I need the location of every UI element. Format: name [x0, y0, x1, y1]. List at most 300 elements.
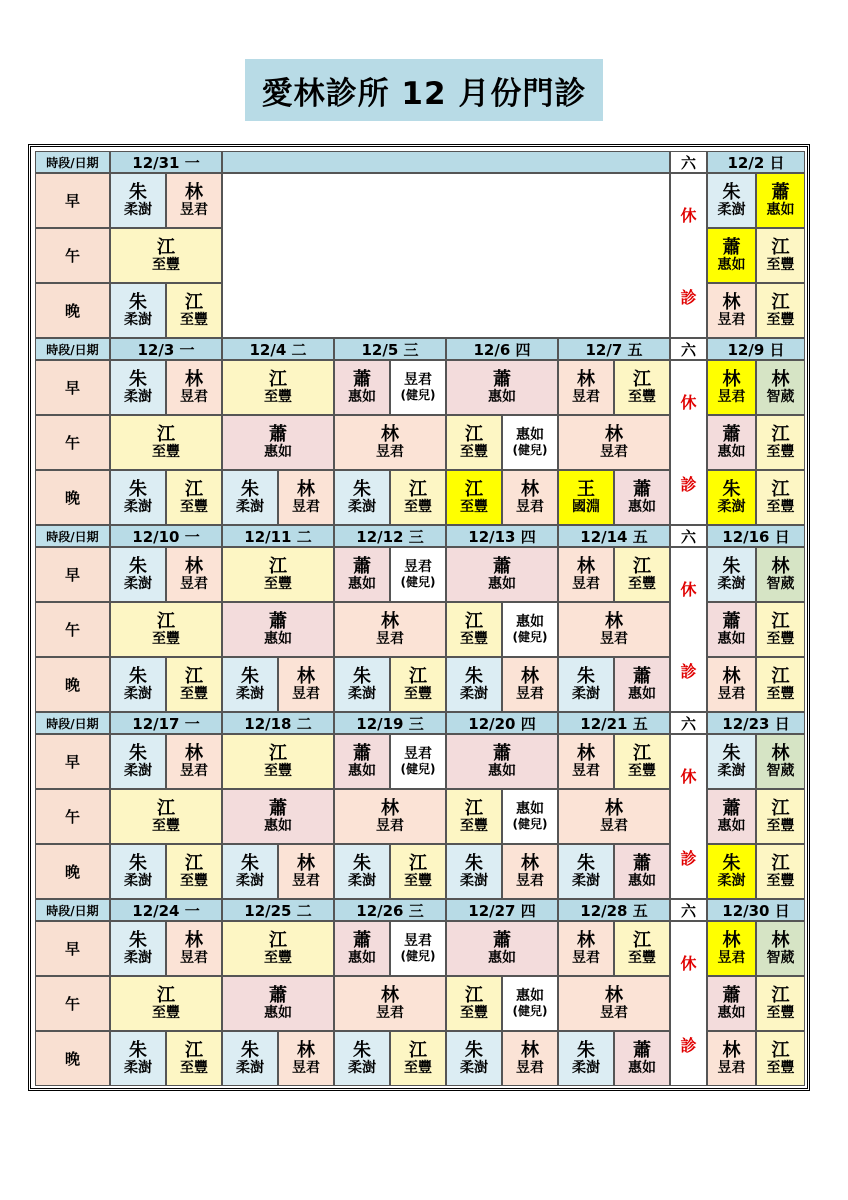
doctor-slot	[166, 360, 222, 415]
doctor-given-name: 至豐	[404, 685, 432, 702]
doctor-slot	[558, 734, 614, 789]
doctor-surname: 林	[185, 742, 203, 764]
clinic-note: (健兒)	[512, 816, 548, 831]
doctor-given-name: 惠如	[488, 762, 516, 779]
doctor-surname: 林	[381, 797, 399, 819]
doctor-given-name: 惠如	[516, 988, 544, 1005]
clinic-note: (健兒)	[400, 387, 436, 402]
doctor-surname: 蕭	[493, 742, 511, 764]
doctor-given-name: 至豐	[460, 1004, 488, 1021]
period-label: 晚	[35, 1031, 110, 1086]
doctor-slot	[334, 976, 446, 1031]
doctor-slot	[707, 228, 756, 283]
doctor-surname: 江	[771, 236, 790, 258]
closed-text: 休	[680, 393, 697, 413]
doctor-given-name: 昱君	[600, 817, 628, 834]
period-label: 早	[35, 734, 110, 789]
doctor-surname: 江	[157, 236, 175, 258]
doctor-given-name: 惠如	[488, 949, 516, 966]
doctor-surname: 江	[185, 1039, 203, 1061]
doctor-slot	[110, 470, 166, 525]
page-title: 愛林診所 12 月份門診	[245, 59, 603, 121]
doctor-surname: 林	[577, 555, 595, 577]
doctor-surname: 江	[157, 797, 175, 819]
doctor-given-name: 至豐	[264, 575, 292, 592]
doctor-given-name: 昱君	[516, 1059, 544, 1076]
doctor-surname: 蕭	[633, 665, 651, 687]
doctor-given-name: 至豐	[766, 1059, 795, 1076]
doctor-given-name: 至豐	[152, 630, 180, 647]
doctor-slot	[446, 547, 558, 602]
doctor-given-name: 昱君	[180, 388, 208, 405]
doctor-slot	[334, 921, 390, 976]
doctor-surname: 蕭	[493, 555, 511, 577]
doctor-slot	[278, 1031, 334, 1086]
doctor-slot	[502, 657, 558, 712]
doctor-slot	[756, 283, 805, 338]
doctor-surname: 蕭	[353, 368, 371, 390]
doctor-surname: 林	[521, 665, 539, 687]
doctor-surname: 江	[409, 1039, 427, 1061]
doctor-surname: 朱	[129, 368, 147, 390]
doctor-slot	[278, 470, 334, 525]
doctor-given-name: 至豐	[628, 388, 656, 405]
doctor-slot	[110, 844, 166, 899]
doctor-surname: 江	[465, 610, 483, 632]
doctor-slot	[110, 734, 166, 789]
doctor-slot	[446, 1031, 502, 1086]
doctor-surname: 蕭	[633, 478, 651, 500]
doctor-given-name: 至豐	[264, 762, 292, 779]
sunday-date-header: 12/16 日	[707, 525, 805, 547]
doctor-given-name: 至豐	[766, 256, 795, 273]
doctor-surname: 林	[185, 181, 203, 203]
doctor-given-name: 昱君	[404, 746, 432, 763]
doctor-slot	[756, 602, 805, 657]
doctor-slot	[110, 228, 222, 283]
doctor-given-name: 至豐	[152, 817, 180, 834]
doctor-given-name: 惠如	[628, 872, 656, 889]
date-header: 12/19 三	[334, 712, 446, 734]
doctor-given-name: 惠如	[628, 498, 656, 515]
doctor-given-name: 昱君	[516, 498, 544, 515]
doctor-slot	[756, 415, 805, 470]
doctor-slot	[446, 470, 502, 525]
doctor-surname: 朱	[577, 1039, 595, 1061]
doctor-given-name: 昱君	[376, 630, 404, 647]
doctor-slot	[558, 844, 614, 899]
doctor-surname: 蕭	[722, 984, 741, 1006]
clinic-note: (健兒)	[400, 574, 436, 589]
doctor-given-name: 昱君	[404, 372, 432, 389]
date-header: 12/3 一	[110, 338, 222, 360]
doctor-surname: 江	[771, 984, 790, 1006]
doctor-given-name: 惠如	[264, 443, 292, 460]
doctor-given-name: 至豐	[628, 575, 656, 592]
doctor-surname: 朱	[241, 478, 259, 500]
doctor-surname: 蕭	[722, 236, 741, 258]
doctor-surname: 江	[269, 555, 287, 577]
doctor-slot	[222, 921, 334, 976]
doctor-given-name: 至豐	[628, 949, 656, 966]
doctor-slot	[222, 976, 334, 1031]
doctor-surname: 江	[157, 610, 175, 632]
doctor-given-name: 昱君	[292, 498, 320, 515]
clinic-note: (健兒)	[400, 761, 436, 776]
doctor-slot	[756, 734, 805, 789]
doctor-surname: 朱	[353, 1039, 371, 1061]
doctor-surname: 林	[605, 797, 623, 819]
doctor-slot	[110, 602, 222, 657]
doctor-surname: 江	[157, 984, 175, 1006]
period-label: 午	[35, 415, 110, 470]
doctor-given-name: 柔澍	[124, 1059, 152, 1076]
doctor-surname: 林	[577, 368, 595, 390]
doctor-surname: 江	[771, 1039, 790, 1061]
doctor-slot	[390, 734, 446, 789]
doctor-surname: 朱	[577, 665, 595, 687]
doctor-given-name: 至豐	[180, 1059, 208, 1076]
doctor-slot	[707, 789, 756, 844]
doctor-given-name: 昱君	[572, 388, 600, 405]
doctor-surname: 江	[771, 665, 790, 687]
doctor-slot	[278, 844, 334, 899]
clinic-note: (健兒)	[512, 442, 548, 457]
doctor-surname: 林	[771, 742, 790, 764]
doctor-slot	[558, 657, 614, 712]
doctor-surname: 朱	[722, 181, 741, 203]
doctor-slot	[278, 657, 334, 712]
doctor-slot	[222, 360, 334, 415]
doctor-slot	[334, 360, 390, 415]
doctor-surname: 林	[605, 610, 623, 632]
doctor-given-name: 至豐	[264, 388, 292, 405]
doctor-surname: 朱	[241, 852, 259, 874]
doctor-slot	[110, 789, 222, 844]
doctor-given-name: 昱君	[717, 388, 746, 405]
doctor-surname: 江	[157, 423, 175, 445]
doctor-surname: 朱	[722, 852, 741, 874]
doctor-surname: 江	[633, 368, 651, 390]
doctor-given-name: 柔澍	[348, 498, 376, 515]
doctor-slot	[446, 734, 558, 789]
doctor-surname: 朱	[129, 181, 147, 203]
doctor-surname: 江	[185, 852, 203, 874]
doctor-slot	[446, 844, 502, 899]
period-label: 早	[35, 921, 110, 976]
closed-text: 休	[680, 954, 697, 974]
doctor-slot	[614, 470, 670, 525]
doctor-given-name: 柔澍	[460, 685, 488, 702]
doctor-surname: 蕭	[269, 423, 287, 445]
doctor-given-name: 柔澍	[124, 498, 152, 515]
doctor-surname: 蕭	[269, 797, 287, 819]
doctor-surname: 朱	[129, 665, 147, 687]
doctor-surname: 朱	[129, 1039, 147, 1061]
doctor-surname: 朱	[465, 1039, 483, 1061]
doctor-surname: 朱	[129, 555, 147, 577]
doctor-surname: 蕭	[353, 742, 371, 764]
date-header: 12/14 五	[558, 525, 670, 547]
period-date-header: 時段/日期	[35, 338, 110, 360]
doctor-given-name: 昱君	[717, 685, 746, 702]
doctor-slot	[446, 657, 502, 712]
period-date-header: 時段/日期	[35, 899, 110, 921]
doctor-given-name: 至豐	[152, 1004, 180, 1021]
doctor-slot	[446, 921, 558, 976]
doctor-given-name: 昱君	[600, 1004, 628, 1021]
doctor-slot	[390, 921, 446, 976]
doctor-slot	[756, 921, 805, 976]
doctor-slot	[756, 470, 805, 525]
doctor-slot	[222, 470, 278, 525]
doctor-given-name: 惠如	[264, 817, 292, 834]
doctor-given-name: 智葳	[766, 949, 795, 966]
doctor-slot	[502, 1031, 558, 1086]
doctor-slot	[756, 1031, 805, 1086]
saturday-header: 六	[670, 151, 707, 173]
saturday-header: 六	[670, 712, 707, 734]
doctor-surname: 林	[381, 423, 399, 445]
doctor-surname: 林	[605, 423, 623, 445]
doctor-slot	[707, 360, 756, 415]
period-label: 晚	[35, 283, 110, 338]
doctor-slot	[502, 470, 558, 525]
doctor-surname: 朱	[722, 555, 741, 577]
doctor-slot	[558, 1031, 614, 1086]
doctor-slot	[222, 734, 334, 789]
date-header: 12/5 三	[334, 338, 446, 360]
period-date-header: 時段/日期	[35, 712, 110, 734]
doctor-given-name: 至豐	[460, 630, 488, 647]
doctor-slot	[614, 360, 670, 415]
clinic-note: (健兒)	[512, 1003, 548, 1018]
closed-text: 診	[680, 1035, 697, 1055]
doctor-given-name: 柔澍	[124, 872, 152, 889]
saturday-header: 六	[670, 338, 707, 360]
doctor-given-name: 至豐	[460, 443, 488, 460]
doctor-slot	[334, 844, 390, 899]
closed-text: 診	[680, 661, 697, 681]
doctor-surname: 江	[771, 291, 790, 313]
doctor-slot	[110, 547, 166, 602]
doctor-slot	[222, 415, 334, 470]
doctor-slot	[502, 602, 558, 657]
doctor-surname: 朱	[353, 852, 371, 874]
doctor-slot	[110, 976, 222, 1031]
closed-text: 診	[680, 474, 697, 494]
doctor-slot	[756, 657, 805, 712]
sunday-date-header: 12/2 日	[707, 151, 805, 173]
doctor-given-name: 至豐	[766, 817, 795, 834]
doctor-given-name: 柔澍	[717, 575, 746, 592]
doctor-given-name: 昱君	[292, 872, 320, 889]
doctor-surname: 蕭	[633, 852, 651, 874]
doctor-surname: 朱	[465, 852, 483, 874]
doctor-surname: 朱	[129, 291, 147, 313]
schedule-grid	[35, 151, 805, 1086]
closed-text: 診	[680, 287, 697, 307]
doctor-given-name: 昱君	[292, 1059, 320, 1076]
doctor-surname: 蕭	[353, 555, 371, 577]
doctor-given-name: 至豐	[152, 256, 180, 273]
doctor-surname: 林	[297, 1039, 315, 1061]
doctor-surname: 朱	[722, 478, 741, 500]
period-date-header: 時段/日期	[35, 525, 110, 547]
doctor-surname: 蕭	[269, 610, 287, 632]
doctor-given-name: 至豐	[766, 498, 795, 515]
closed-text: 診	[680, 848, 697, 868]
doctor-given-name: 至豐	[460, 817, 488, 834]
doctor-slot	[558, 976, 670, 1031]
date-header-blank	[222, 151, 670, 173]
doctor-surname: 江	[771, 610, 790, 632]
doctor-slot	[446, 602, 502, 657]
doctor-slot	[707, 415, 756, 470]
doctor-given-name: 昱君	[404, 559, 432, 576]
doctor-slot	[222, 657, 278, 712]
doctor-slot	[446, 976, 502, 1031]
doctor-slot	[558, 602, 670, 657]
doctor-surname: 林	[577, 929, 595, 951]
doctor-surname: 林	[722, 1039, 741, 1061]
doctor-given-name: 柔澍	[717, 762, 746, 779]
doctor-given-name: 柔澍	[717, 872, 746, 889]
doctor-slot	[166, 844, 222, 899]
sunday-date-header: 12/30 日	[707, 899, 805, 921]
doctor-given-name: 柔澍	[717, 201, 746, 218]
doctor-slot	[166, 921, 222, 976]
date-header: 12/7 五	[558, 338, 670, 360]
doctor-slot	[707, 173, 756, 228]
date-header: 12/31 一	[110, 151, 222, 173]
doctor-slot	[166, 657, 222, 712]
doctor-surname: 林	[381, 984, 399, 1006]
doctor-surname: 江	[633, 742, 651, 764]
doctor-given-name: 昱君	[717, 311, 746, 328]
doctor-surname: 林	[771, 555, 790, 577]
doctor-slot	[390, 360, 446, 415]
doctor-surname: 江	[465, 423, 483, 445]
saturday-closed	[670, 547, 707, 712]
doctor-given-name: 至豐	[766, 1004, 795, 1021]
period-label: 午	[35, 228, 110, 283]
doctor-given-name: 柔澍	[236, 1059, 264, 1076]
doctor-given-name: 昱君	[376, 443, 404, 460]
doctor-surname: 蕭	[722, 610, 741, 632]
date-header: 12/20 四	[446, 712, 558, 734]
doctor-given-name: 昱君	[717, 1059, 746, 1076]
doctor-surname: 朱	[129, 852, 147, 874]
doctor-slot	[707, 1031, 756, 1086]
doctor-slot	[166, 1031, 222, 1086]
doctor-given-name: 昱君	[180, 575, 208, 592]
doctor-surname: 江	[269, 368, 287, 390]
doctor-surname: 江	[771, 478, 790, 500]
doctor-slot	[222, 547, 334, 602]
doctor-given-name: 昱君	[404, 933, 432, 950]
doctor-slot	[707, 657, 756, 712]
doctor-given-name: 昱君	[180, 762, 208, 779]
date-header: 12/18 二	[222, 712, 334, 734]
period-label: 晚	[35, 470, 110, 525]
doctor-slot	[558, 547, 614, 602]
doctor-surname: 江	[185, 665, 203, 687]
doctor-surname: 林	[722, 368, 741, 390]
period-label: 早	[35, 173, 110, 228]
doctor-slot	[222, 789, 334, 844]
doctor-surname: 江	[409, 665, 427, 687]
doctor-surname: 江	[633, 929, 651, 951]
doctor-given-name: 柔澍	[572, 685, 600, 702]
doctor-surname: 江	[409, 478, 427, 500]
doctor-slot	[614, 734, 670, 789]
doctor-surname: 江	[465, 478, 483, 500]
doctor-given-name: 惠如	[717, 817, 746, 834]
doctor-slot	[707, 734, 756, 789]
date-header: 12/12 三	[334, 525, 446, 547]
doctor-given-name: 惠如	[348, 575, 376, 592]
doctor-surname: 朱	[722, 742, 741, 764]
doctor-slot	[110, 360, 166, 415]
doctor-given-name: 至豐	[404, 498, 432, 515]
doctor-given-name: 柔澍	[572, 1059, 600, 1076]
doctor-slot	[756, 360, 805, 415]
doctor-given-name: 昱君	[180, 949, 208, 966]
doctor-given-name: 惠如	[348, 762, 376, 779]
period-label: 早	[35, 360, 110, 415]
date-header: 12/4 二	[222, 338, 334, 360]
doctor-slot	[166, 547, 222, 602]
clinic-note: (健兒)	[400, 948, 436, 963]
doctor-given-name: 至豐	[404, 1059, 432, 1076]
doctor-slot	[707, 976, 756, 1031]
doctor-given-name: 昱君	[376, 1004, 404, 1021]
doctor-given-name: 柔澍	[460, 872, 488, 889]
period-label: 午	[35, 976, 110, 1031]
doctor-surname: 朱	[353, 478, 371, 500]
doctor-slot	[756, 976, 805, 1031]
doctor-surname: 林	[297, 478, 315, 500]
doctor-given-name: 昱君	[572, 762, 600, 779]
doctor-surname: 林	[185, 929, 203, 951]
doctor-slot	[334, 657, 390, 712]
doctor-slot	[334, 547, 390, 602]
doctor-given-name: 至豐	[152, 443, 180, 460]
doctor-slot	[166, 734, 222, 789]
doctor-given-name: 惠如	[264, 1004, 292, 1021]
doctor-given-name: 柔澍	[236, 685, 264, 702]
doctor-surname: 江	[409, 852, 427, 874]
doctor-slot	[110, 1031, 166, 1086]
doctor-surname: 朱	[129, 478, 147, 500]
empty-days-area	[222, 173, 670, 338]
doctor-given-name: 至豐	[766, 443, 795, 460]
date-header: 12/28 五	[558, 899, 670, 921]
doctor-slot	[558, 921, 614, 976]
doctor-surname: 林	[771, 368, 790, 390]
doctor-surname: 江	[185, 291, 203, 313]
period-label: 早	[35, 547, 110, 602]
doctor-surname: 江	[771, 423, 790, 445]
doctor-given-name: 至豐	[766, 872, 795, 889]
doctor-slot	[707, 283, 756, 338]
saturday-header: 六	[670, 899, 707, 921]
doctor-given-name: 昱君	[292, 685, 320, 702]
doctor-slot	[334, 1031, 390, 1086]
doctor-slot	[110, 921, 166, 976]
doctor-slot	[110, 173, 166, 228]
